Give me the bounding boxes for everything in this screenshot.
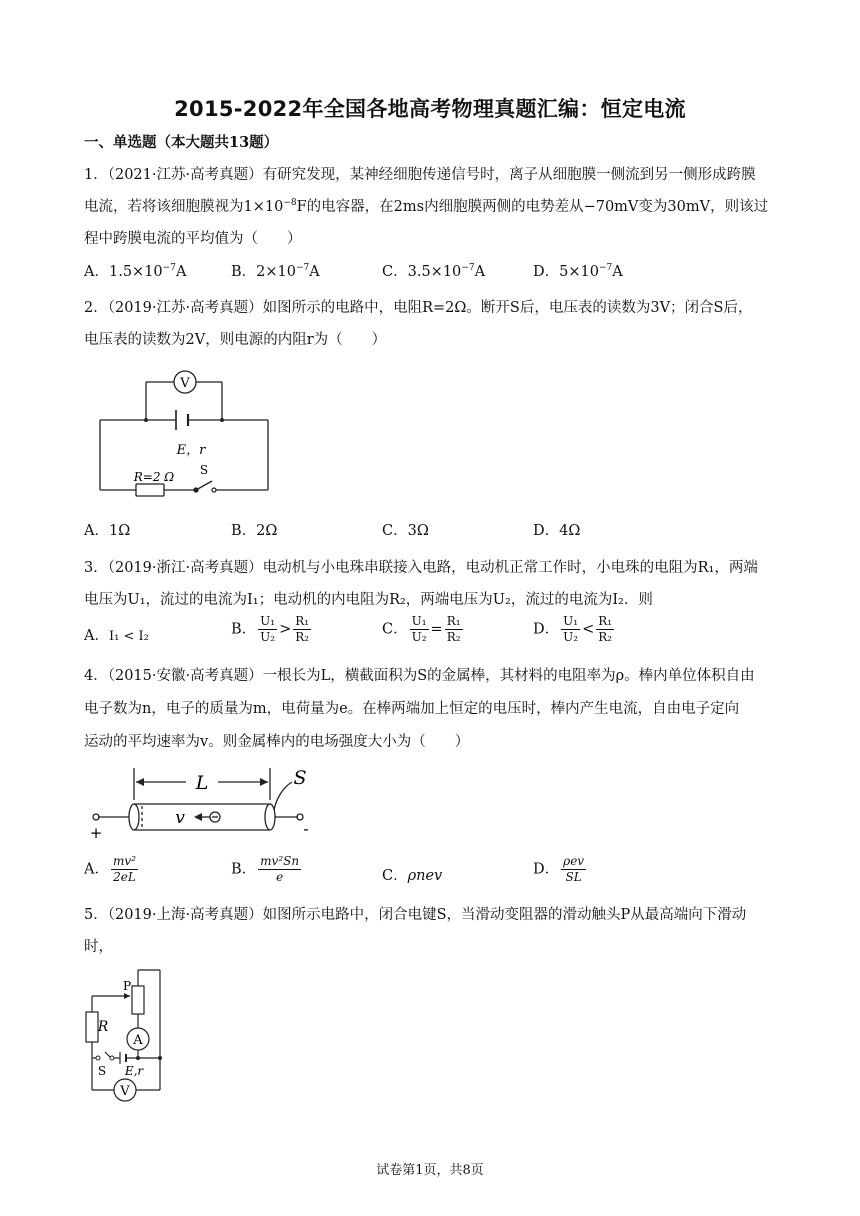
section-heading: 一、单选题（本大题共13题）: [84, 134, 279, 151]
q2-option-d[interactable]: D．4Ω: [533, 523, 581, 539]
q5-line2: 时，: [84, 939, 113, 955]
q1-option-d[interactable]: D．$5\times 10^{-7}A$: [533, 263, 623, 280]
q5-line1: 5．（2019·上海·高考真题）如图所示电路中，闭合电键S，当滑动变阻器的滑动触头P从最高端向下滑动: [84, 907, 747, 923]
switch-label: S: [199, 463, 209, 477]
q2-line1: 2．（2019·江苏·高考真题）如图所示的电路中，电阻R=2Ω。断开S后，电压表的读数为3V；闭合S后，: [84, 300, 753, 316]
q4-line1: 4．（2015·安徽·高考真题）一根长为L，横截面积为S的金属棒，其材料的电阻率为ρ。棒内单位体积自由: [84, 668, 755, 684]
q3-option-d[interactable]: D． $\frac{\text{U₁}}{\text{U₂}}$ < $\frac{\text{R₁}}{\text{R₂}}$: [533, 614, 613, 644]
q3-line2: 电压为U₁，流过的电流为I₁；电动机的内电阻为R₂，两端电压为U₂，流过的电流为I₂．则: [84, 592, 653, 608]
q4-option-c[interactable]: C．ρnev: [382, 868, 443, 884]
q1-line2: 电流，若将该细胞膜视为$1\times 10^{-8}F$的电容器，在2ms内细胞膜两侧的电势差从−70mV变为30mV，则该过: [84, 198, 769, 215]
q2-option-c[interactable]: C．3Ω: [382, 523, 429, 539]
q4-option-a[interactable]: A． $\frac{\text{mv²}}{2eL}$: [84, 854, 136, 884]
battery-er-label: E,r: [124, 1064, 144, 1078]
slider-p-label: P: [122, 979, 132, 993]
velocity-label: v: [175, 808, 185, 828]
q3-option-a[interactable]: A．I₁ < I₂: [84, 628, 149, 644]
battery-label: E，r: [176, 443, 206, 458]
q5-circuit-diagram: [78, 964, 188, 1114]
q1-option-b[interactable]: B．$2\times 10^{-7}A$: [231, 263, 320, 280]
q1-line1: 1．（2021·江苏·高考真题）有研究发现，某神经细胞传递信号时，离子从细胞膜一侧流到另一侧形成跨膜: [84, 167, 756, 183]
q2-line2: 电压表的读数为2V，则电源的内阻r为（ ）: [84, 332, 387, 348]
q4-rod-diagram: [86, 766, 316, 842]
page-footer: 试卷第1页，共8页: [376, 1163, 484, 1178]
minus-terminal-label: -: [303, 820, 309, 838]
q1-option-a[interactable]: A．$1.5\times 10^{-7}A$: [84, 263, 187, 280]
q4-line2: 电子数为n，电子的质量为m，电荷量为e。在棒两端加上恒定的电压时，棒内产生电流，自由电子定向: [84, 701, 740, 717]
resistor-label: R=2 Ω: [133, 470, 175, 484]
plus-terminal-label: +: [89, 824, 103, 842]
q2-circuit-diagram: [96, 368, 276, 496]
q2-option-b[interactable]: B．2Ω: [231, 523, 278, 539]
q3-line1: 3．（2019·浙江·高考真题）电动机与小电珠串联接入电路，电动机正常工作时，小电珠的电阻为R₁，两端: [84, 560, 758, 576]
q3-option-c[interactable]: C． $\frac{\text{U₁}}{\text{U₂}}$ = $\frac{\text{R₁}}{\text{R₂}}$: [382, 614, 461, 644]
voltmeter-v-label: V: [120, 1084, 130, 1099]
length-label: L: [195, 772, 209, 794]
q4-option-b[interactable]: B． $\frac{\text{mv²Sn}}{e}$: [231, 854, 300, 884]
switch-s-label: S: [97, 1064, 107, 1078]
q1-option-c[interactable]: C．$3.5\times 10^{-7}A$: [382, 263, 486, 280]
area-label: S: [293, 767, 307, 789]
q3-option-b[interactable]: B． $\frac{\text{U₁}}{\text{U₂}}$ > $\frac{\text{R₁}}{\text{R₂}}$: [231, 614, 310, 644]
q1-line3: 程中跨膜电流的平均值为（ ）: [84, 231, 302, 247]
ammeter-label: A: [133, 1033, 143, 1048]
q4-line3: 运动的平均速率为v。则金属棒内的电场强度大小为（ ）: [84, 734, 470, 750]
q4-option-d[interactable]: D． $\frac{\text{ρev}}{SL}$: [533, 854, 585, 884]
page-title: 2015-2022年全国各地高考物理真题汇编：恒定电流: [174, 97, 686, 121]
q2-option-a[interactable]: A．1Ω: [84, 523, 131, 539]
voltmeter-label: V: [180, 376, 190, 391]
resistor-r-label: R: [97, 1019, 109, 1035]
